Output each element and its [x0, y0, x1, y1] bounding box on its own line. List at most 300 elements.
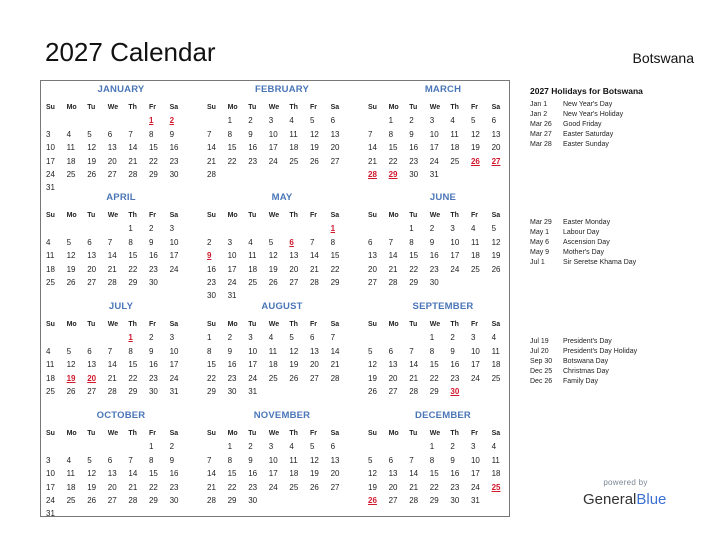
- weekday-header: Tu: [87, 430, 96, 437]
- holiday-name: New Year's Day: [563, 101, 613, 108]
- weekday-header: We: [429, 104, 441, 111]
- day-cell: 26: [87, 169, 97, 179]
- month-february: [207, 84, 357, 192]
- empty-cell: [128, 440, 149, 453]
- weekday-header: Fr: [470, 321, 478, 328]
- day-cell: 28: [330, 373, 340, 383]
- day-cell: 30: [148, 277, 158, 287]
- day-cell: 25: [66, 495, 76, 505]
- day-cell: 6: [107, 455, 113, 465]
- month-name: DECEMBER: [415, 410, 471, 421]
- day-cell: 30: [429, 277, 439, 287]
- day-cell: 16: [450, 360, 460, 370]
- day-cell: 27: [330, 156, 340, 166]
- weekday-header: Th: [128, 212, 137, 219]
- day-cell: 18: [450, 143, 460, 153]
- day-cell: 8: [148, 129, 154, 139]
- day-cell: 2: [248, 116, 253, 126]
- weekday-header: We: [107, 212, 119, 219]
- day-cell: 2: [450, 333, 455, 343]
- weekday-header: Fr: [148, 212, 156, 219]
- day-cell: 10: [429, 129, 439, 139]
- day-cell: 25: [450, 156, 460, 166]
- month-august: [207, 301, 357, 409]
- day-cell: 3: [248, 333, 253, 343]
- day-cell: 29: [148, 169, 158, 179]
- day-cell: 13: [330, 455, 340, 465]
- day-cell: 5: [368, 455, 373, 465]
- day-cell: 10: [268, 129, 278, 139]
- weekday-header: Su: [207, 430, 216, 437]
- day-cell: 5: [309, 442, 315, 452]
- day-cell: 3: [470, 333, 476, 343]
- weekday-header: We: [429, 212, 441, 219]
- empty-cell: [67, 114, 88, 127]
- holidays-title: 2027 Holidays for Botswana: [530, 86, 643, 96]
- brand-text-blue: Blue: [636, 491, 667, 508]
- day-cell: 19: [66, 264, 76, 274]
- weekday-header: We: [268, 212, 280, 219]
- day-cell: 21: [107, 373, 117, 383]
- day-cell: 28: [309, 277, 319, 287]
- day-cell: 1: [227, 116, 233, 126]
- month-name: FEBRUARY: [254, 84, 310, 95]
- day-cell: 15: [227, 469, 237, 479]
- holiday-row: [530, 140, 623, 150]
- weekday-header: Th: [128, 430, 137, 437]
- day-cell: 13: [388, 469, 398, 479]
- weekday-header: Mo: [66, 212, 77, 219]
- empty-cell: [409, 440, 430, 453]
- day-cell: 8: [388, 129, 394, 139]
- day-cell: 9: [409, 129, 414, 139]
- day-cell: 5: [66, 346, 72, 356]
- holiday-name: Mother's Day: [563, 249, 605, 256]
- day-cell: 8: [429, 346, 435, 356]
- day-cell: 26: [309, 156, 319, 166]
- day-cell: 21: [368, 156, 377, 166]
- day-cell: 24: [248, 373, 258, 383]
- day-cell: 15: [429, 469, 439, 479]
- day-cell: 22: [330, 264, 340, 274]
- day-cell: 7: [330, 333, 336, 343]
- day-cell: 19: [289, 360, 299, 370]
- day-cell: 14: [207, 143, 216, 153]
- month-day-grid: [368, 101, 518, 181]
- day-cell: 23: [248, 156, 258, 166]
- day-cell: 10: [46, 143, 55, 153]
- day-cell: 22: [409, 264, 419, 274]
- day-cell: 24: [46, 169, 55, 179]
- day-cell: 20: [388, 373, 398, 383]
- day-cell: 4: [470, 224, 476, 234]
- day-cell: 3: [268, 442, 274, 452]
- day-cell: 29: [148, 495, 158, 505]
- day-cell: 5: [309, 116, 315, 126]
- day-cell: 28: [107, 277, 117, 287]
- month-march: [368, 84, 518, 192]
- holiday-row: [530, 100, 623, 110]
- day-cell: 20: [388, 482, 398, 492]
- day-cell: 25: [46, 386, 55, 396]
- holiday-day-cell: 29: [388, 169, 398, 179]
- day-cell: 25: [66, 169, 76, 179]
- day-cell: 11: [491, 346, 500, 356]
- day-cell: 1: [409, 224, 414, 234]
- day-cell: 26: [289, 373, 299, 383]
- day-cell: 13: [330, 129, 340, 139]
- holiday-day-cell: 26: [470, 156, 480, 166]
- weekday-header: We: [268, 430, 280, 437]
- weekday-header: Fr: [309, 212, 317, 219]
- weekday-header: Th: [450, 430, 459, 437]
- day-cell: 6: [107, 129, 113, 139]
- day-cell: 14: [128, 469, 138, 479]
- weekday-header: Mo: [227, 104, 238, 111]
- day-cell: 3: [169, 224, 175, 234]
- day-cell: 30: [450, 495, 460, 505]
- day-cell: 17: [450, 251, 460, 261]
- day-cell: 24: [470, 482, 480, 492]
- day-cell: 28: [107, 386, 117, 396]
- day-cell: 31: [169, 386, 179, 396]
- month-day-grid: [368, 209, 518, 289]
- day-cell: 1: [148, 442, 154, 452]
- holiday-date: May 1: [530, 229, 550, 236]
- day-cell: 5: [368, 346, 373, 356]
- day-cell: 29: [227, 495, 237, 505]
- day-cell: 10: [268, 455, 278, 465]
- weekday-header: Mo: [227, 430, 238, 437]
- day-cell: 15: [128, 251, 138, 261]
- day-cell: 14: [207, 469, 216, 479]
- day-cell: 21: [330, 360, 340, 370]
- day-cell: 8: [429, 455, 435, 465]
- day-cell: 9: [248, 455, 253, 465]
- day-cell: 21: [388, 264, 398, 274]
- weekday-header: Mo: [66, 321, 77, 328]
- day-cell: 27: [87, 277, 97, 287]
- day-cell: 28: [388, 277, 398, 287]
- month-name: APRIL: [106, 192, 136, 203]
- day-cell: 3: [169, 333, 175, 343]
- day-cell: 29: [429, 495, 439, 505]
- day-cell: 22: [388, 156, 398, 166]
- day-cell: 10: [470, 346, 480, 356]
- weekday-header: We: [107, 321, 119, 328]
- weekday-header: We: [107, 104, 119, 111]
- weekday-header: Tu: [248, 321, 257, 328]
- day-cell: 23: [429, 264, 439, 274]
- weekday-header: Sa: [330, 212, 340, 219]
- day-cell: 30: [207, 291, 216, 301]
- holiday-date: Jan 1: [530, 101, 548, 108]
- day-cell: 18: [289, 469, 299, 479]
- weekday-header: Th: [450, 212, 459, 219]
- day-cell: 20: [107, 482, 117, 492]
- day-cell: 17: [169, 251, 179, 261]
- day-cell: 15: [330, 251, 340, 261]
- day-cell: 2: [429, 224, 435, 234]
- day-cell: 4: [46, 237, 51, 247]
- day-cell: 22: [429, 373, 439, 383]
- day-cell: 21: [409, 482, 419, 492]
- day-cell: 8: [409, 237, 414, 247]
- holiday-date: Jul 19: [530, 338, 549, 345]
- empty-cell: [46, 222, 67, 235]
- month-october: [46, 410, 196, 518]
- day-cell: 17: [268, 469, 278, 479]
- day-cell: 27: [388, 386, 398, 396]
- day-cell: 26: [368, 386, 377, 396]
- day-cell: 20: [330, 143, 340, 153]
- day-cell: 16: [409, 143, 419, 153]
- day-cell: 31: [46, 509, 55, 519]
- day-cell: 20: [107, 156, 117, 166]
- day-cell: 18: [66, 482, 76, 492]
- empty-cell: [46, 331, 67, 344]
- day-cell: 23: [148, 264, 158, 274]
- day-cell: 7: [128, 455, 133, 465]
- day-cell: 24: [450, 264, 460, 274]
- day-cell: 6: [491, 116, 497, 126]
- holiday-day-cell: 1: [128, 333, 133, 343]
- day-cell: 6: [368, 237, 373, 247]
- day-cell: 10: [470, 455, 480, 465]
- month-november: [207, 410, 357, 518]
- day-cell: 28: [128, 495, 138, 505]
- holiday-row: [530, 337, 637, 347]
- holiday-group: [530, 337, 637, 387]
- day-cell: 7: [207, 455, 212, 465]
- day-cell: 26: [66, 386, 76, 396]
- day-cell: 5: [470, 116, 476, 126]
- day-cell: 10: [450, 237, 460, 247]
- day-cell: 13: [87, 251, 97, 261]
- day-cell: 23: [169, 482, 179, 492]
- holiday-row: [530, 347, 637, 357]
- day-cell: 11: [450, 129, 459, 139]
- day-cell: 22: [429, 482, 439, 492]
- holiday-name: Good Friday: [563, 121, 602, 128]
- day-cell: 15: [207, 360, 216, 370]
- day-cell: 6: [309, 333, 315, 343]
- day-cell: 12: [66, 251, 76, 261]
- empty-cell: [108, 331, 129, 344]
- month-name: JANUARY: [97, 84, 145, 95]
- holiday-row: [530, 120, 623, 130]
- weekday-header: Tu: [248, 104, 257, 111]
- weekday-header: Su: [46, 212, 55, 219]
- empty-cell: [87, 222, 108, 235]
- empty-cell: [207, 222, 228, 235]
- weekday-header: Mo: [388, 104, 399, 111]
- day-cell: 30: [248, 495, 258, 505]
- day-cell: 19: [87, 482, 97, 492]
- day-cell: 12: [268, 251, 278, 261]
- empty-cell: [207, 114, 228, 127]
- day-cell: 31: [46, 183, 55, 193]
- day-cell: 1: [429, 333, 435, 343]
- day-cell: 28: [207, 495, 216, 505]
- day-cell: 6: [388, 455, 394, 465]
- day-cell: 17: [169, 360, 179, 370]
- day-cell: 18: [46, 264, 55, 274]
- day-cell: 18: [248, 264, 258, 274]
- day-cell: 9: [169, 455, 175, 465]
- holiday-row: [530, 238, 636, 248]
- weekday-header: Su: [46, 430, 55, 437]
- month-name: NOVEMBER: [253, 410, 311, 421]
- holiday-day-cell: 20: [87, 373, 97, 383]
- day-cell: 9: [148, 346, 154, 356]
- day-cell: 24: [169, 264, 179, 274]
- weekday-header: Tu: [409, 104, 418, 111]
- weekday-header: Mo: [388, 212, 399, 219]
- weekday-header: Fr: [309, 430, 317, 437]
- empty-cell: [368, 331, 389, 344]
- day-cell: 5: [87, 129, 92, 139]
- weekday-header: Mo: [227, 212, 238, 219]
- day-cell: 15: [227, 143, 237, 153]
- weekday-header: Mo: [66, 104, 77, 111]
- day-cell: 4: [450, 116, 455, 126]
- holiday-name: Christmas Day: [563, 368, 609, 375]
- empty-cell: [368, 440, 389, 453]
- day-cell: 19: [470, 143, 480, 153]
- day-cell: 6: [388, 346, 394, 356]
- holiday-date: Jan 2: [530, 111, 548, 118]
- day-cell: 17: [268, 143, 278, 153]
- empty-cell: [46, 114, 67, 127]
- day-cell: 29: [128, 386, 138, 396]
- day-cell: 3: [46, 129, 51, 139]
- holiday-group: [530, 100, 623, 150]
- empty-cell: [207, 440, 228, 453]
- day-cell: 9: [450, 346, 455, 356]
- weekday-header: Fr: [470, 212, 478, 219]
- day-cell: 24: [268, 156, 278, 166]
- day-cell: 7: [128, 129, 133, 139]
- day-cell: 18: [289, 143, 299, 153]
- day-cell: 27: [309, 373, 319, 383]
- weekday-header: We: [107, 430, 119, 437]
- day-cell: 17: [46, 482, 55, 492]
- holiday-name: Sir Seretse Khama Day: [563, 259, 637, 266]
- weekday-header: Sa: [330, 321, 340, 328]
- day-cell: 2: [409, 116, 414, 126]
- day-cell: 22: [207, 373, 216, 383]
- holiday-date: Jul 20: [530, 348, 549, 355]
- month-may: [207, 192, 357, 300]
- day-cell: 21: [207, 156, 216, 166]
- weekday-header: Mo: [388, 321, 399, 328]
- month-september: [368, 301, 518, 409]
- day-cell: 27: [388, 495, 398, 505]
- day-cell: 7: [409, 455, 414, 465]
- day-cell: 24: [169, 373, 179, 383]
- holiday-day-cell: 30: [450, 386, 460, 396]
- month-april: [46, 192, 196, 300]
- day-cell: 9: [429, 237, 435, 247]
- day-cell: 23: [207, 277, 216, 287]
- day-cell: 30: [148, 386, 158, 396]
- day-cell: 16: [148, 251, 158, 261]
- holiday-name: President's Day: [563, 338, 612, 345]
- day-cell: 15: [148, 143, 158, 153]
- empty-cell: [310, 222, 331, 235]
- holiday-date: May 9: [530, 249, 550, 256]
- day-cell: 3: [450, 224, 455, 234]
- day-cell: 6: [330, 442, 336, 452]
- holiday-date: Mar 26: [530, 121, 552, 128]
- holiday-day-cell: 27: [491, 156, 501, 166]
- day-cell: 27: [107, 169, 117, 179]
- empty-cell: [87, 331, 108, 344]
- day-cell: 5: [268, 237, 274, 247]
- day-cell: 26: [268, 277, 278, 287]
- holiday-name: New Year's Holiday: [563, 111, 624, 118]
- weekday-header: Su: [368, 104, 377, 111]
- day-cell: 27: [368, 277, 377, 287]
- empty-cell: [228, 222, 249, 235]
- weekday-header: Fr: [470, 104, 478, 111]
- day-cell: 19: [309, 469, 319, 479]
- holiday-row: [530, 377, 637, 387]
- holiday-date: Mar 29: [530, 219, 552, 226]
- day-cell: 27: [87, 386, 97, 396]
- day-cell: 31: [470, 495, 480, 505]
- weekday-header: Th: [289, 321, 298, 328]
- day-cell: 20: [491, 143, 501, 153]
- day-cell: 23: [450, 482, 460, 492]
- holiday-date: Jul 1: [530, 259, 545, 266]
- day-cell: 22: [128, 373, 138, 383]
- day-cell: 26: [309, 482, 319, 492]
- month-day-grid: [207, 209, 357, 303]
- month-day-grid: [207, 101, 357, 181]
- day-cell: 30: [227, 386, 237, 396]
- month-name: JUNE: [429, 192, 457, 203]
- holiday-name: Easter Monday: [563, 219, 611, 226]
- day-cell: 11: [470, 237, 480, 247]
- day-cell: 21: [128, 482, 138, 492]
- weekday-header: Su: [46, 104, 55, 111]
- day-cell: 13: [368, 251, 377, 261]
- day-cell: 2: [227, 333, 233, 343]
- day-cell: 27: [289, 277, 299, 287]
- day-cell: 12: [309, 129, 319, 139]
- weekday-header: Th: [289, 104, 298, 111]
- day-cell: 23: [169, 156, 179, 166]
- day-cell: 2: [148, 333, 154, 343]
- holiday-row: [530, 357, 637, 367]
- day-cell: 31: [227, 291, 237, 301]
- holiday-day-cell: 2: [169, 116, 175, 126]
- weekday-header: We: [268, 321, 280, 328]
- day-cell: 16: [148, 360, 158, 370]
- day-cell: 20: [309, 360, 319, 370]
- day-cell: 28: [409, 495, 419, 505]
- day-cell: 26: [87, 495, 97, 505]
- empty-cell: [67, 222, 88, 235]
- day-cell: 8: [227, 455, 233, 465]
- empty-cell: [67, 331, 88, 344]
- day-cell: 17: [470, 469, 480, 479]
- holiday-day-cell: 6: [289, 237, 294, 247]
- weekday-header: Fr: [309, 104, 317, 111]
- month-january: [46, 84, 196, 192]
